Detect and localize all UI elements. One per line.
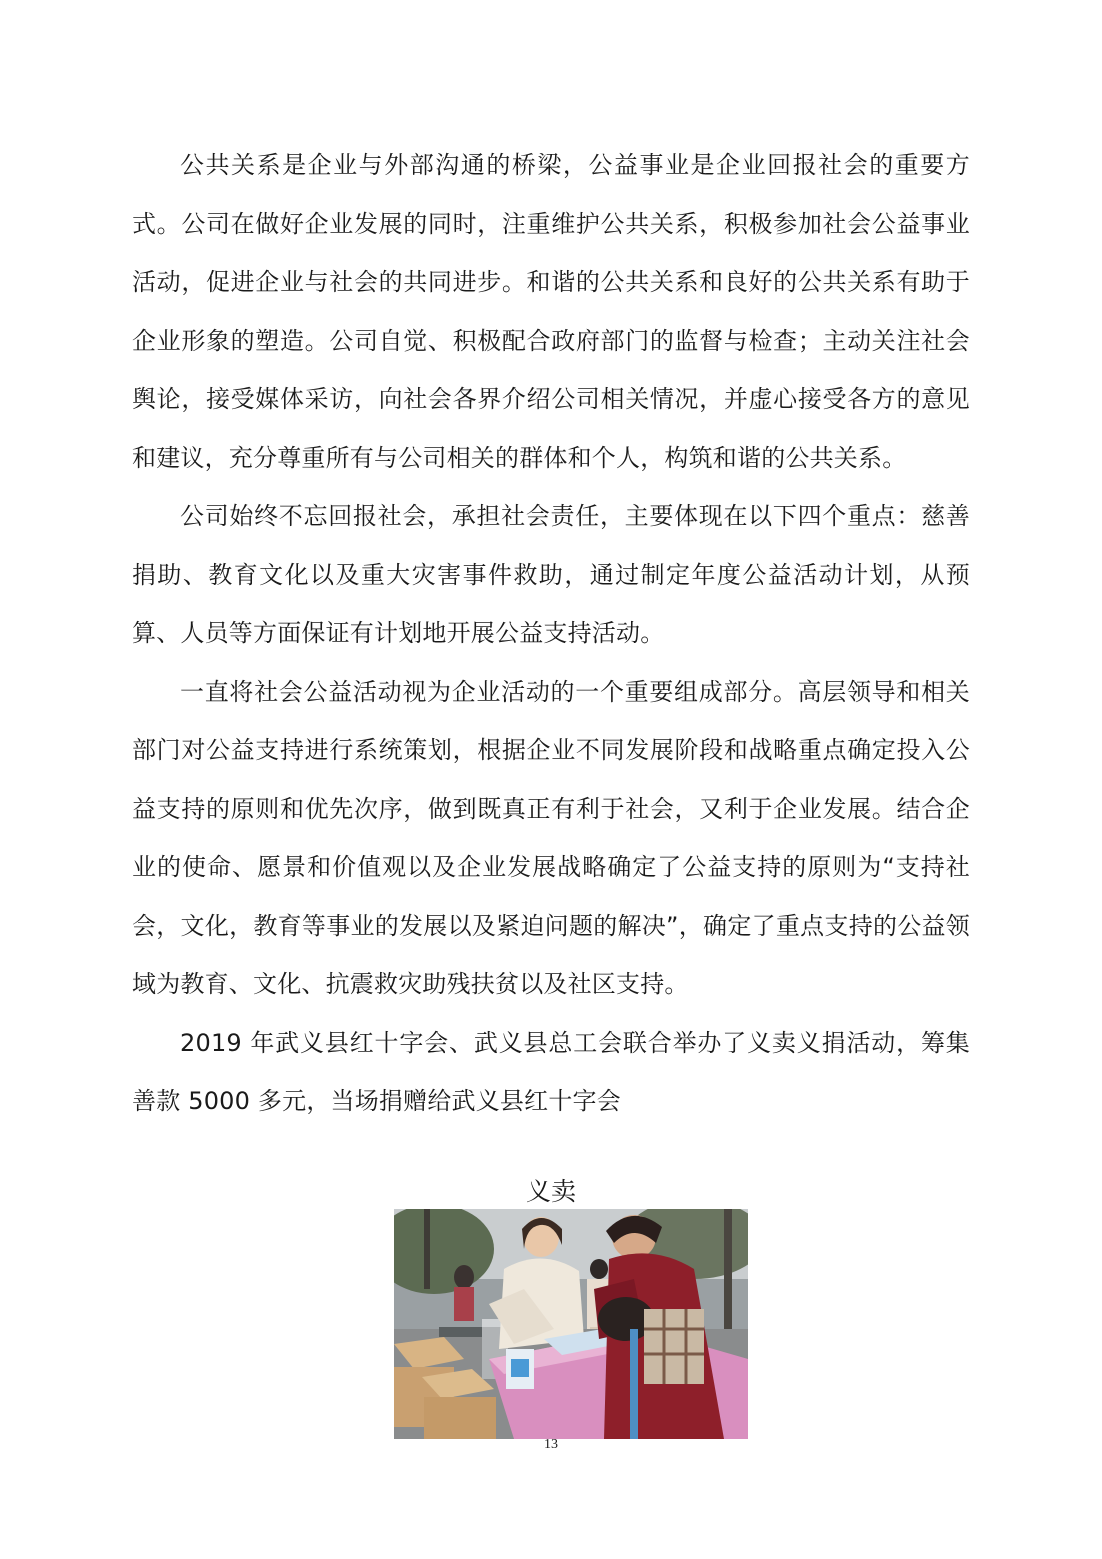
paragraph-charity-sale: 2019 年武义县红十字会、武义县总工会联合举办了义卖义捐活动，筹集善款 5000 多元，当场捐赠给武义县红十字会: [132, 1028, 970, 1115]
page-number: 13: [544, 1437, 558, 1452]
paragraph-social-responsibility: 公司始终不忘回报社会，承担社会责任，主要体现在以下四个重点：慈善捐助、教育文化以及重大灾害事件救助，通过制定年度公益活动计划，从预算、人员等方面保证有计划地开展公益支持活动。: [132, 502, 970, 647]
body-text: [132, 136, 970, 1131]
charity-sale-photo: [394, 1209, 748, 1439]
figure-caption: 义卖: [525, 1177, 576, 1206]
paragraph-public-relations: 公共关系是企业与外部沟通的桥梁，公益事业是企业回报社会的重要方式。公司在做好企业发展的同时，注重维护公共关系，积极参加社会公益事业活动，促进企业与社会的共同进步。和谐的公共关系和良好的公共关系有助于企业形象的塑造。公司自觉、积极配合政府部门的监督与检查；主动关注社会舆论，接受媒体采访，向社会各界介绍公司相关情况，并虚心接受各方的意见和建议，充分尊重所有与公司相关的群体和个人，构筑和谐的公共关系。: [132, 151, 970, 472]
paragraph-public-welfare: 一直将社会公益活动视为企业活动的一个重要组成部分。高层领导和相关部门对公益支持进行系统策划，根据企业不同发展阶段和战略重点确定投入公益支持的原则和优先次序，做到既真正有利于社会，又利于企业发展。结合企业的使命、愿景和价值观以及企业发展战略确定了公益支持的原则为“支持社会，文化，教育等事业的发展以及紧迫问题的解决”，确定了重点支持的公益领域为教育、文化、抗震救灾助残扶贫以及社区支持。: [132, 677, 970, 998]
